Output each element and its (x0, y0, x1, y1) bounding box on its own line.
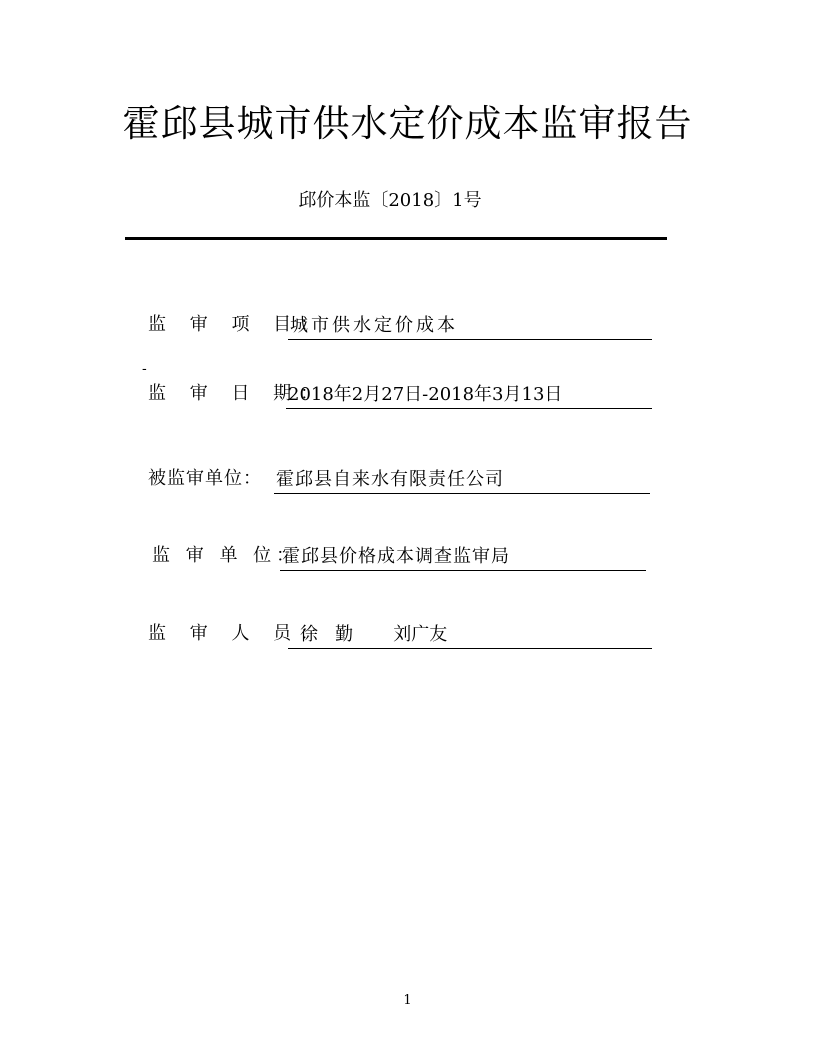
field-value-auditing-unit: 霍邱县价格成本调查监审局 (282, 546, 510, 567)
field-auditors (148, 609, 652, 649)
field-value-audited-unit: 霍邱县自来水有限责任公司 (276, 469, 504, 490)
report-title: 霍邱县城市供水定价成本监审报告 (122, 102, 693, 145)
document-number: 邱价本监〔2018〕1号 (298, 190, 482, 211)
field-underline-audit-date (286, 408, 652, 409)
field-audit-project (148, 300, 652, 340)
field-label-auditing-unit: 监 审 单 位： (152, 545, 300, 566)
field-underline-audited-unit (274, 493, 650, 494)
page-number: 1 (403, 993, 412, 1008)
stray-dash-mark: - (142, 361, 147, 377)
field-underline-auditors (288, 648, 652, 649)
field-value-auditors: 徐 勤 刘广友 (300, 624, 448, 645)
field-value-audit-date: 2018年2月27日-2018年3月13日 (288, 384, 563, 405)
field-label-auditors: 监 审 人 员： (148, 623, 328, 644)
field-label-audited-unit: 被监审单位： (148, 468, 262, 489)
field-underline-auditing-unit (280, 570, 646, 571)
header-divider (125, 237, 667, 240)
field-label-audit-project: 监 审 项 目： (148, 314, 328, 335)
field-underline-audit-project (288, 339, 652, 340)
field-value-audit-project: 城市供水定价成本 (290, 315, 458, 336)
field-auditing-unit (152, 531, 646, 571)
field-audited-unit (148, 454, 650, 494)
field-label-audit-date: 监 审 日 期： (148, 383, 328, 404)
field-audit-date (148, 369, 652, 409)
